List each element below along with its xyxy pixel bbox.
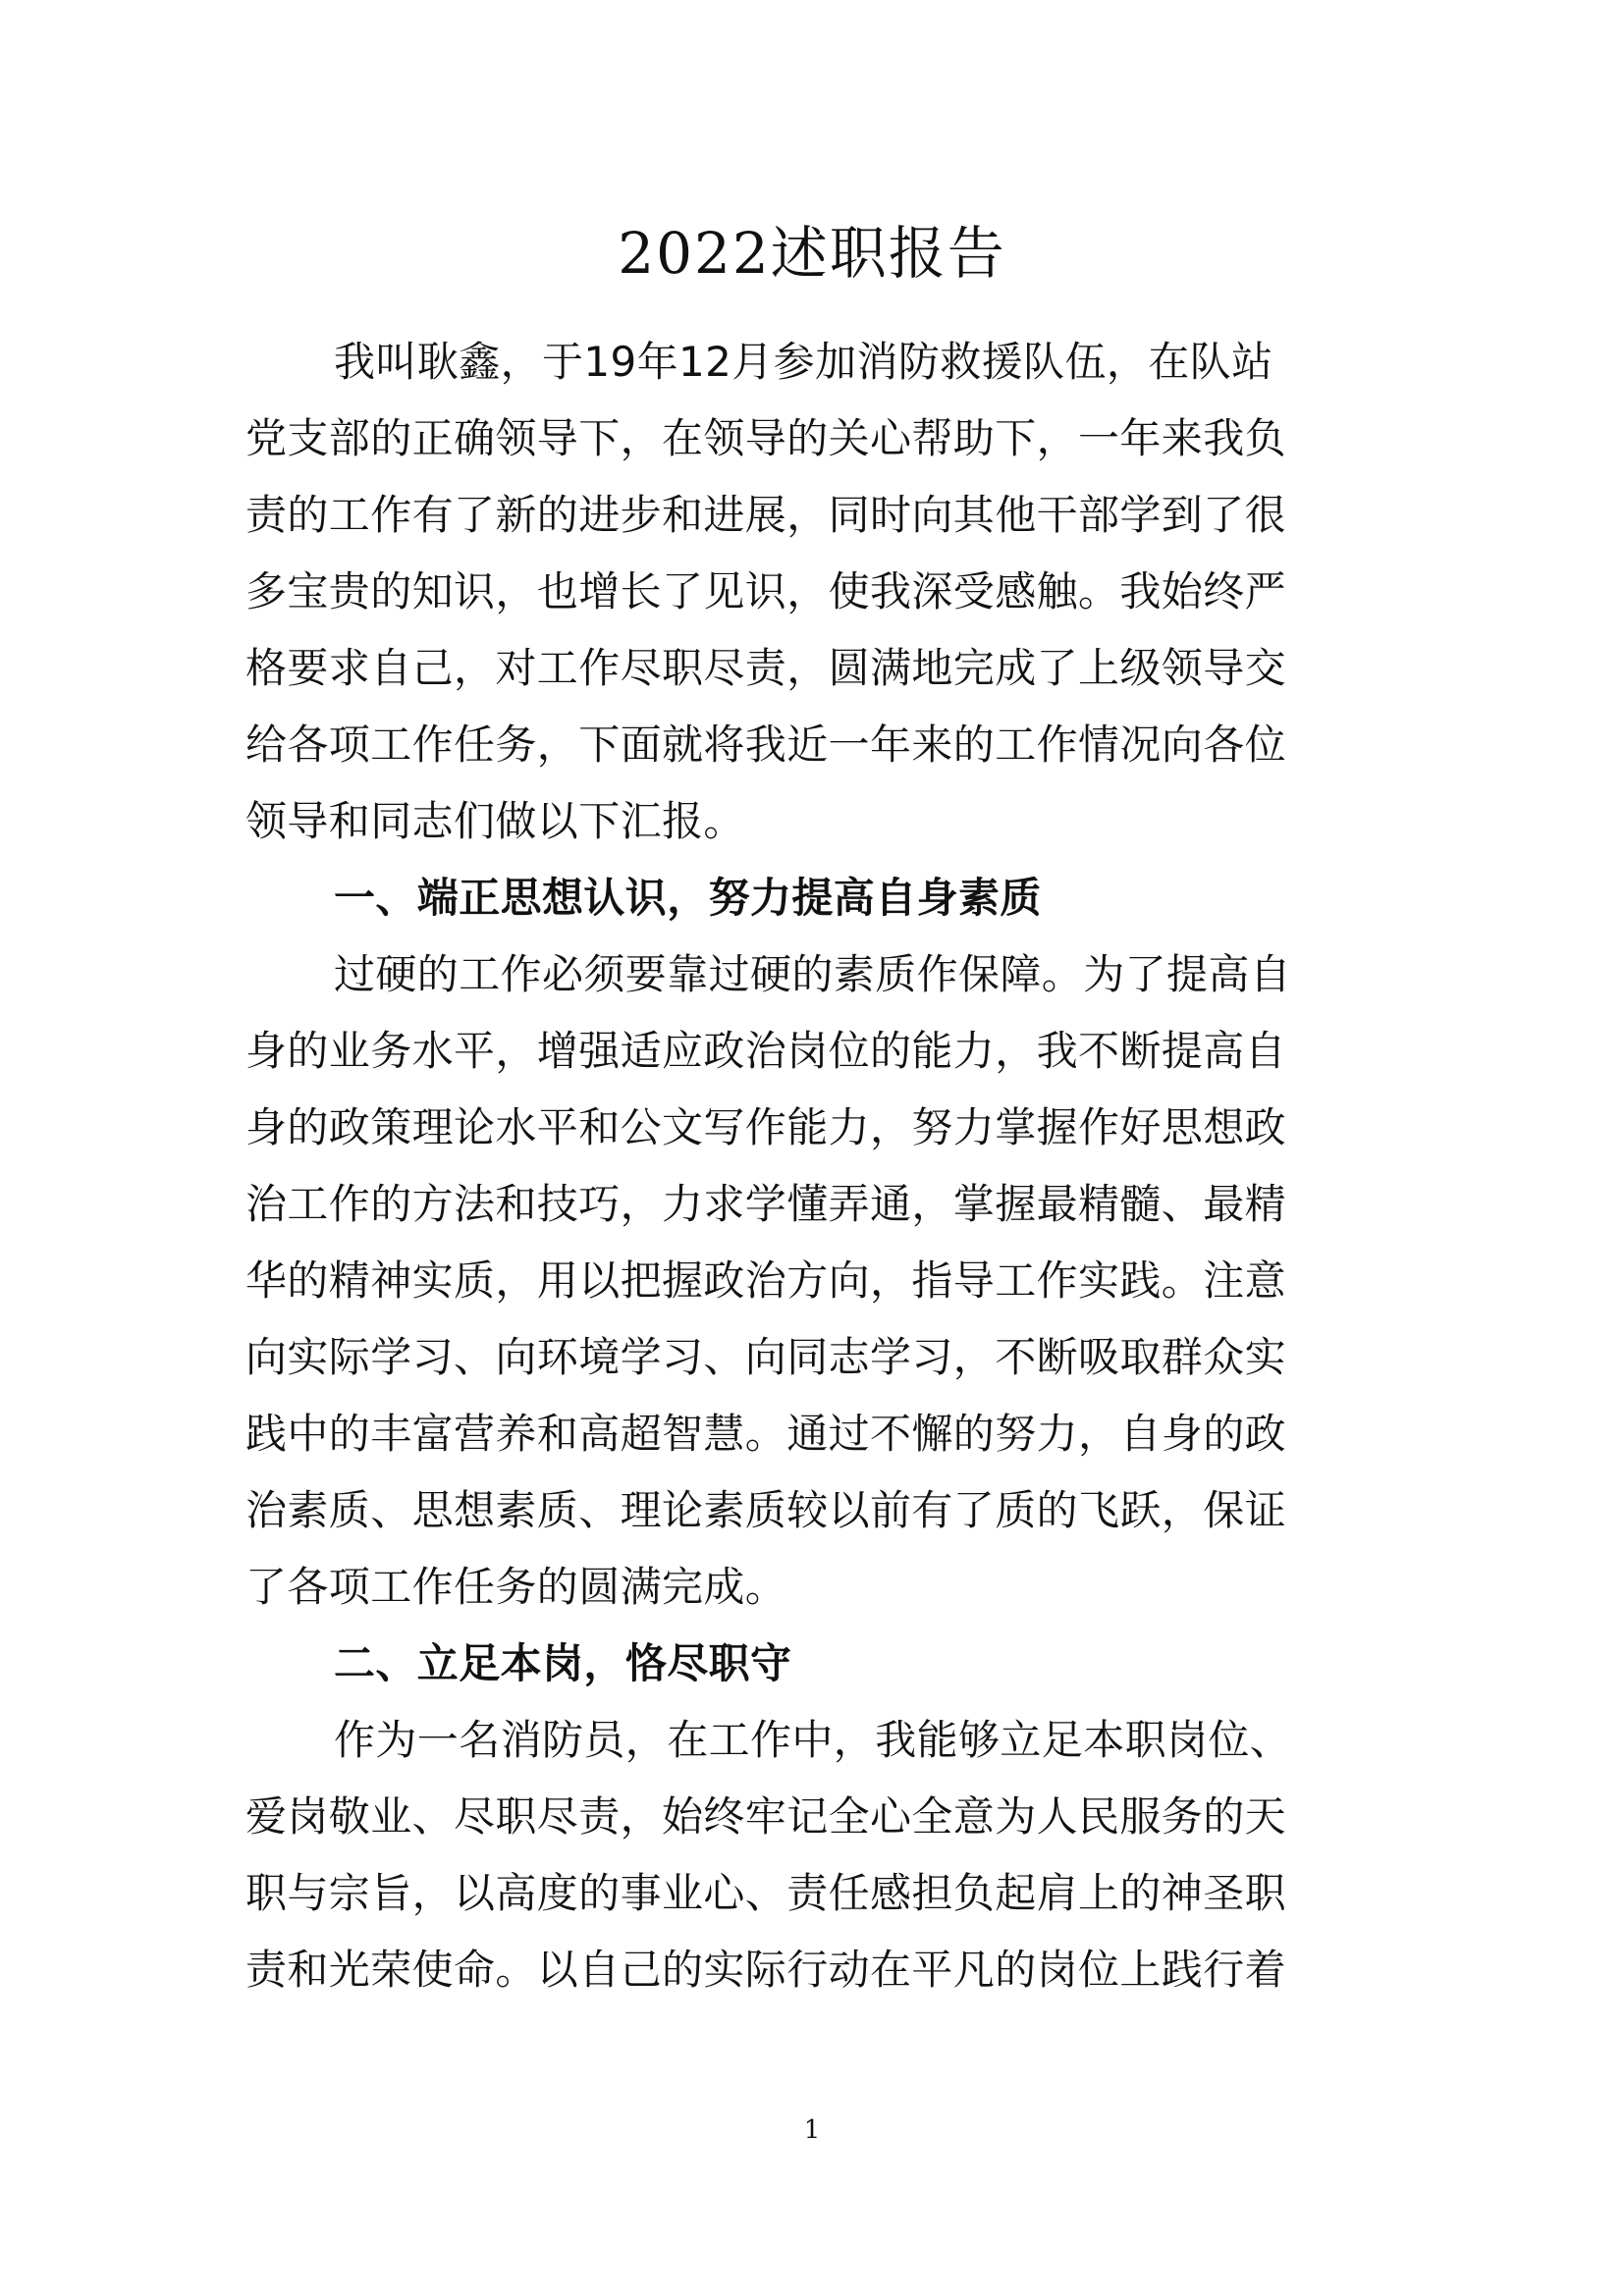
paragraph-1-line-6: 给各项工作任务，下面就将我近一年来的工作情况向各位 <box>245 721 1287 769</box>
section-heading-2: 二、立足本岗，恪尽职守 <box>334 1639 792 1687</box>
page-number: 1 <box>803 2115 821 2145</box>
paragraph-1-line-3: 责的工作有了新的进步和进展，同时向其他干部学到了很 <box>245 491 1287 539</box>
paragraph-2-line-8: 治素质、思想素质、理论素质较以前有了质的飞跃，保证 <box>245 1486 1287 1534</box>
paragraph-2-line-6: 向实际学习、向环境学习、向同志学习，不断吸取群众实 <box>245 1333 1287 1381</box>
paragraph-2-line-7: 践中的丰富营养和高超智慧。通过不懈的努力，自身的政 <box>245 1410 1287 1458</box>
paragraph-3-line-2: 爱岗敬业、尽职尽责，始终牢记全心全意为人民服务的天 <box>245 1792 1287 1841</box>
paragraph-1-line-1: 我叫耿鑫，于19年12月参加消防救援队伍，在队站 <box>334 338 1273 386</box>
paragraph-2-line-5: 华的精神实质，用以把握政治方向，指导工作实践。注意 <box>245 1256 1287 1305</box>
paragraph-1-line-4: 多宝贵的知识，也增长了见识，使我深受感触。我始终严 <box>245 567 1287 615</box>
paragraph-2-line-1: 过硬的工作必须要靠过硬的素质作保障。为了提高自 <box>334 950 1292 998</box>
paragraph-2-line-3: 身的政策理论水平和公文写作能力，努力掌握作好思想政 <box>245 1103 1287 1151</box>
paragraph-3-line-4: 责和光荣使命。以自己的实际行动在平凡的岗位上践行着 <box>245 1946 1287 1994</box>
paragraph-2-line-2: 身的业务水平，增强适应政治岗位的能力，我不断提高自 <box>245 1027 1287 1075</box>
paragraph-2-line-4: 治工作的方法和技巧，力求学懂弄通，掌握最精髓、最精 <box>245 1180 1287 1228</box>
paragraph-2-line-9: 了各项工作任务的圆满完成。 <box>245 1563 787 1611</box>
paragraph-1-line-7: 领导和同志们做以下汇报。 <box>245 797 745 845</box>
paragraph-3-line-1: 作为一名消防员，在工作中，我能够立足本职岗位、 <box>334 1716 1292 1764</box>
paragraph-3-line-3: 职与宗旨，以高度的事业心、责任感担负起肩上的神圣职 <box>245 1869 1287 1917</box>
document-title: 2022述职报告 <box>618 220 1006 287</box>
paragraph-1-line-2: 党支部的正确领导下，在领导的关心帮助下，一年来我负 <box>245 414 1287 462</box>
paragraph-1-line-5: 格要求自己，对工作尽职尽责，圆满地完成了上级领导交 <box>245 644 1287 692</box>
document-body <box>245 324 1394 2008</box>
section-heading-1: 一、端正思想认识，努力提高自身素质 <box>334 874 1042 922</box>
